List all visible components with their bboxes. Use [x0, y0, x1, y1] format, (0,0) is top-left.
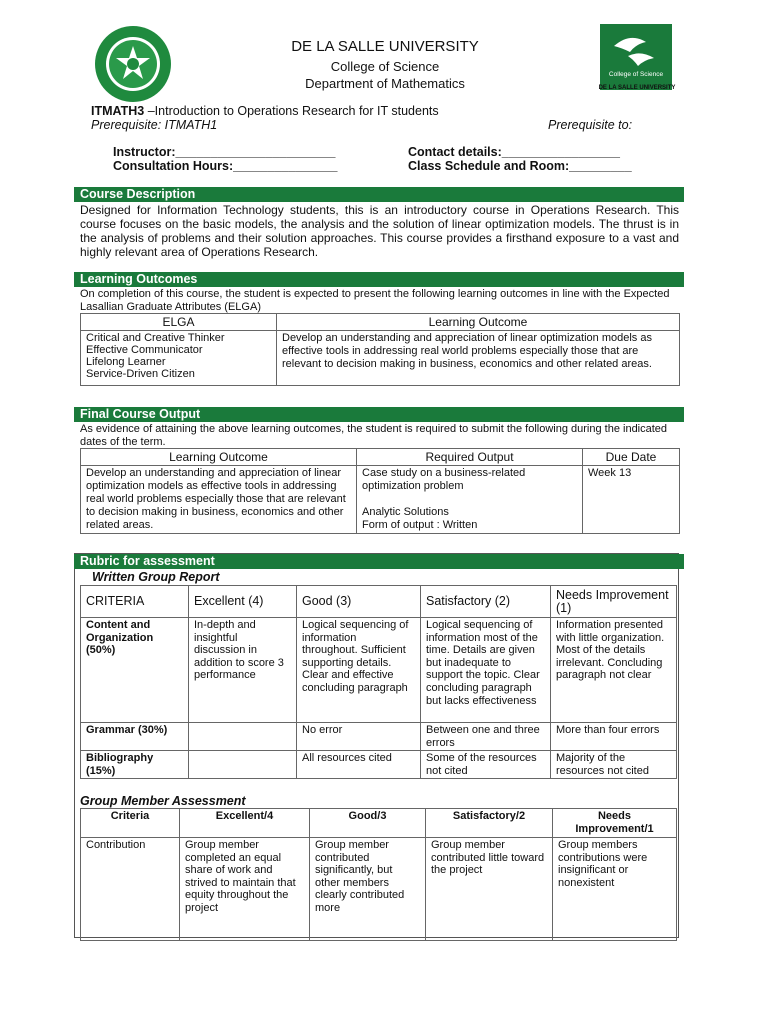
rubric-content-needs: Information presented with little organization. Most of the details irrelevant. Concluding paragraph not clear — [551, 618, 677, 723]
fo-required-output — [357, 466, 583, 534]
rubric-criteria-bibliography: Bibliography (15%) — [81, 751, 189, 779]
fo-due-date: Week 13 — [583, 466, 680, 534]
final-output-intro: As evidence of attaining the above learning outcomes, the student is required to submit the following during the indicated dates of the term. — [80, 423, 668, 448]
course-description-heading: Course Description — [74, 187, 684, 202]
group-member-assessment-heading: Group Member Assessment — [80, 794, 246, 808]
fo-due-header: Due Date — [583, 449, 680, 466]
gm-good: Group member contributed significantly, but other members clearly contributed more — [310, 838, 426, 941]
college-name: College of Science — [330, 59, 440, 74]
rubric-col-criteria: CRITERIA — [81, 586, 189, 618]
learning-outcomes-heading: Learning Outcomes — [74, 272, 684, 287]
rubric-criteria-grammar: Grammar (30%) — [81, 723, 189, 751]
right-logo-text: College of Science — [608, 71, 664, 78]
rubric-col-good: Good (3) — [297, 586, 421, 618]
final-output-table — [80, 448, 680, 534]
consultation-field: Consultation Hours:_______________ — [113, 159, 338, 173]
elga-table — [80, 313, 680, 386]
gm-criteria: Contribution — [81, 838, 180, 941]
gm-satisfactory: Group member contributed little toward the project — [426, 838, 553, 941]
rubric-grammar-good: No error — [297, 723, 421, 751]
fo-required-3: Form of output : Written — [362, 519, 478, 531]
rubric-col-needs: Needs Improvement (1) — [551, 586, 677, 618]
rubric-bibliography-good: All resources cited — [297, 751, 421, 779]
gm-col-excellent: Excellent/4 — [180, 809, 310, 838]
rubric-col-excellent: Excellent (4) — [189, 586, 297, 618]
rubric-grammar-satisfactory: Between one and three errors — [421, 723, 551, 751]
rubric-criteria-content: Content and Organization (50%) — [81, 618, 189, 723]
rubric-bibliography-needs: Majority of the resources not cited — [551, 751, 677, 779]
schedule-field: Class Schedule and Room:_________ — [408, 159, 632, 173]
gm-col-needs: Needs Improvement/1 — [553, 809, 677, 838]
prerequisite: Prerequisite: ITMATH1 — [91, 118, 218, 132]
rubric-grammar-needs: More than four errors — [551, 723, 677, 751]
rubric-content-good: Logical sequencing of information throughout. Sufficient supporting details. Clear and effective concluding paragraph — [297, 618, 421, 723]
course-title-text: –Introduction to Operations Research for IT students — [144, 104, 439, 118]
contact-field: Contact details:_________________ — [408, 145, 620, 159]
department-name: Department of Mathematics — [305, 76, 465, 91]
gm-col-good: Good/3 — [310, 809, 426, 838]
gm-excellent: Group member completed an equal share of work and strived to maintain that equity throughout the project — [180, 838, 310, 941]
elga-item: Critical and Creative Thinker — [86, 332, 225, 344]
rubric-bibliography-satisfactory: Some of the resources not cited — [421, 751, 551, 779]
elga-column-header: ELGA — [81, 314, 277, 331]
rubric-bibliography-excellent — [189, 751, 297, 779]
rubric-grammar-excellent — [189, 723, 297, 751]
gm-col-criteria: Criteria — [81, 809, 180, 838]
fo-required-2: Analytic Solutions — [362, 506, 449, 518]
gm-needs: Group members contributions were insignificant or nonexistent — [553, 838, 677, 941]
elga-item: Effective Communicator — [86, 344, 203, 356]
learning-outcome-text: Develop an understanding and appreciation of linear optimization models as effective tools in addressing real world problems especially those that are relevant to decision making in business, economics and other related areas. — [277, 331, 680, 386]
fo-required-header: Required Output — [357, 449, 583, 466]
written-group-report-heading: Written Group Report — [92, 570, 220, 584]
rubric-heading: Rubric for assessment — [74, 554, 684, 569]
elga-item: Service-Driven Citizen — [86, 368, 195, 380]
right-logo-caption: DE LA SALLE UNIVERSITY — [598, 85, 676, 91]
elga-list — [81, 331, 277, 386]
course-title — [91, 104, 439, 118]
course-description-text: Designed for Information Technology students, this is an introductory course in Operations Research. This course focuses on the basic models, the analysis and the solution of linear optimization models. The thrust is in the analysis of problems and their solution approaches. This course provides a firsthand exposure to a vast and highly relevant area of Operations Research. — [80, 203, 679, 259]
instructor-field: Instructor:_______________________ — [113, 145, 336, 159]
elga-item: Lifelong Learner — [86, 356, 166, 368]
rubric-col-satisfactory: Satisfactory (2) — [421, 586, 551, 618]
fo-outcome-text: Develop an understanding and appreciation of linear optimization models as effective tools in addressing real world problems especially those that are relevant to decision making in business, economics and other related areas. — [81, 466, 357, 534]
gm-col-satisfactory: Satisfactory/2 — [426, 809, 553, 838]
fo-outcome-header: Learning Outcome — [81, 449, 357, 466]
rubric-content-excellent: In-depth and insightful discussion in addition to score 3 performance — [189, 618, 297, 723]
rubric-table — [80, 585, 677, 779]
learning-outcome-column-header: Learning Outcome — [277, 314, 680, 331]
prerequisite-to: Prerequisite to: — [548, 118, 633, 132]
learning-outcomes-intro: On completion of this course, the student is expected to present the following learning outcomes in line with the Expected Lasallian Graduate Attributes (ELGA) — [80, 288, 670, 313]
university-name: DE LA SALLE UNIVERSITY — [291, 38, 479, 55]
course-code: ITMATH3 — [91, 104, 145, 118]
group-assessment-table — [80, 808, 677, 941]
fo-required-1: Case study on a business-related optimization problem — [362, 467, 526, 492]
rubric-content-satisfactory: Logical sequencing of information most of the time. Details are given but inadequate to support the topic. Clear concluding paragraph but lacks effectiveness — [421, 618, 551, 723]
final-output-heading: Final Course Output — [74, 407, 684, 422]
